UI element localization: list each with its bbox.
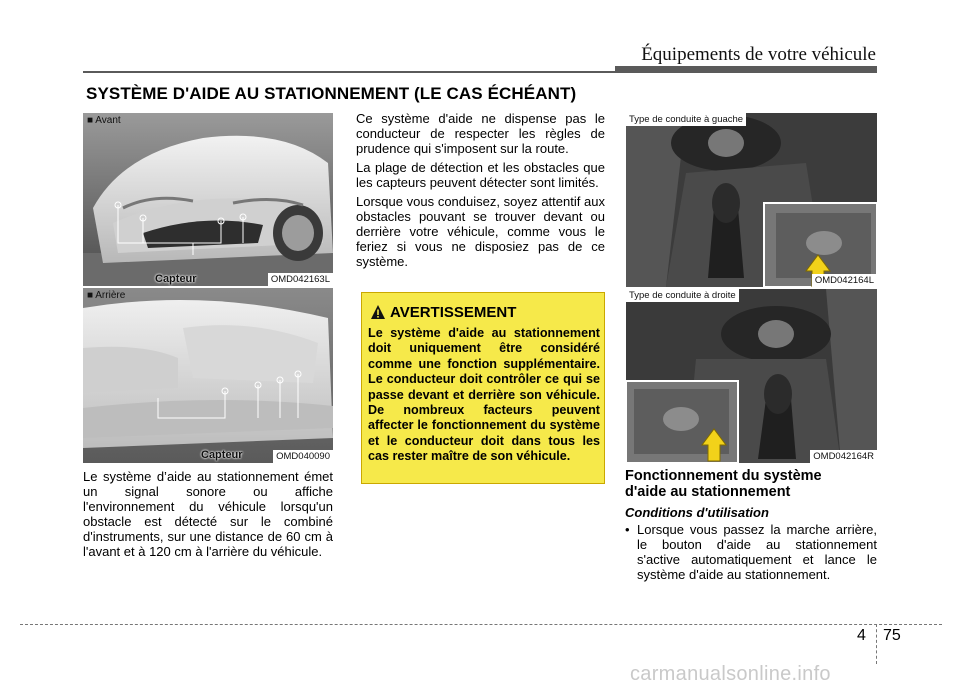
front-car-illustration: [83, 113, 333, 286]
front-view-label: ■ Avant: [87, 115, 121, 126]
header-rule: [83, 71, 877, 73]
watermark: carmanualsonline.info: [630, 663, 831, 685]
warning-triangle-icon: [370, 304, 386, 320]
middle-paragraph-2: La plage de détection et les obstacles que les capteurs peuvent détecter sont limités.: [356, 160, 605, 190]
intro-paragraph: Le système d’aide au stationnement émet un signal sonore ou affiche l'environnement du véhicule lorsqu'un obstacle est détecté sur le combiné d'instruments, sur une distance de 60 cm à l'avant et à 120 cm à l'arrière du véhicule.: [83, 469, 333, 559]
rear-car-photo: [83, 288, 333, 463]
rear-sensor-callout: Capteur: [201, 449, 243, 461]
running-header-title: Équipements de votre véhicule: [641, 44, 876, 65]
bullet-text: Lorsque vous passez la marche arrière, le bouton d'aide au stationnement s'active automatiquement et lance le système d'aide au stationnement.: [637, 522, 877, 582]
conditions-subheading: Conditions d'utilisation: [625, 505, 769, 520]
page-number: 75: [883, 627, 901, 644]
lhd-label: Type de conduite à guache: [626, 113, 746, 126]
rear-car-illustration: [83, 288, 333, 463]
rhd-figure-code: OMD042164R: [810, 450, 877, 463]
rhd-console-illustration: [626, 289, 877, 463]
middle-paragraph-3: Lorsque vous conduisez, soyez attentif aux obstacles pouvant se trouver devant ou derrière votre véhicule, comme vous le feriez si vous ne disposiez pas de ce système.: [356, 194, 605, 269]
front-figure-code: OMD042163L: [268, 273, 333, 286]
bullet-mark: •: [625, 522, 630, 537]
footer-separator: [876, 624, 877, 664]
lhd-console-photo: [626, 113, 877, 287]
rhd-label: Type de conduite à droite: [626, 289, 739, 302]
warning-body: Le système d'aide au stationnement doit uniquement être considéré comme une fonction supplémentaire. Le conducteur doit contrôler ce qui se passe devant et derrière son véhicule. De nombreux facteurs peuvent affecter le fonctionnement du système et le conducteur doit dans tous les cas rester maître de son véhicule.: [368, 326, 600, 464]
section-title: SYSTÈME D'AIDE AU STATIONNEMENT (LE CAS ÉCHÉANT): [86, 84, 577, 103]
operation-heading: Fonctionnement du système d'aide au stationnement: [625, 468, 822, 500]
middle-paragraph-1: Ce système d'aide ne dispense pas le conducteur de respecter les règles de prudence qui s'imposent sur la route.: [356, 111, 605, 156]
rhd-console-photo: [626, 289, 877, 463]
chapter-number: 4: [857, 627, 866, 644]
front-sensor-callout: Capteur: [155, 273, 197, 285]
rear-figure-code: OMD040090: [273, 450, 333, 463]
footer-rule: [20, 624, 942, 625]
lhd-console-illustration: [626, 113, 877, 287]
warning-title: AVERTISSEMENT: [390, 304, 517, 321]
lhd-figure-code: OMD042164L: [812, 274, 877, 287]
middle-text-block: [356, 111, 605, 273]
rear-view-label: ■ Arrière: [87, 290, 126, 301]
warning-box: [361, 292, 605, 484]
front-car-photo: [83, 113, 333, 286]
